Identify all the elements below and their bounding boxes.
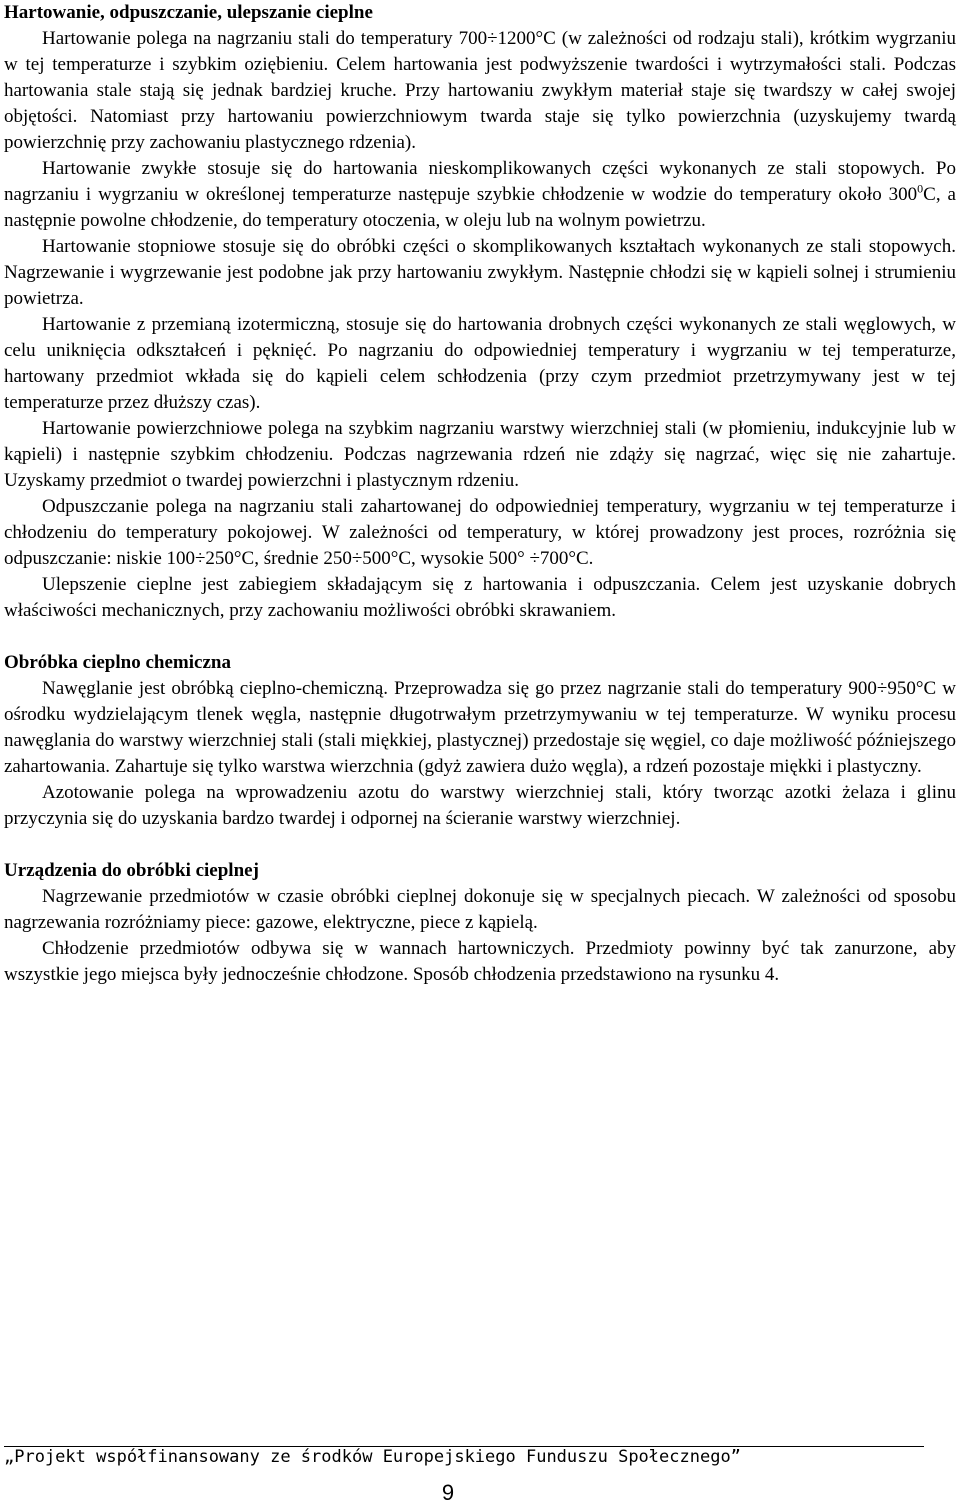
page-number: 9	[441, 1480, 455, 1505]
paragraph-text: Hartowanie zwykłe stosuje się do hartowania nieskomplikowanych części wykonanych ze stali stopowych. Po nagrzaniu i wygrzaniu w określonej temperaturze następuje szybkie chłodzenie w wodzie do temperatury około 300	[4, 158, 956, 205]
paragraph: Ulepszenie cieplne jest zabiegiem składającym się z hartowania i odpuszczania. Celem jest uzyskanie dobrych właściwości mechanicznych, przy zachowaniu możliwości obróbki skrawaniem.	[4, 574, 956, 621]
section-obrobka-cieplno-chemiczna	[4, 650, 956, 832]
section-spacer	[4, 624, 956, 650]
paragraph: Azotowanie polega na wprowadzeniu azotu do warstwy wierzchniej stali, który tworząc azotki żelaza i glinu przyczynia się do uzyskania bardzo twardej i odpornej na ścieranie warstwy wierzchniej.	[4, 782, 956, 829]
document-page	[4, 0, 956, 988]
paragraph: Odpuszczanie polega na nagrzaniu stali zahartowanej do odpowiedniej temperatury, wygrzaniu w tej temperaturze i chłodzeniu do temperatury pokojowej. W zależności od temperatury, w której prowadzony jest proces, rozróżnia się odpuszczanie: niskie 100÷250°C, średnie 250÷500°C, wysokie 500° ÷700°C.	[4, 496, 956, 569]
section-urzadzenia	[4, 858, 956, 988]
paragraph: Chłodzenie przedmiotów odbywa się w wannach hartowniczych. Przedmioty powinny być tak zanurzone, aby wszystkie jego miejsca były jednocześnie chłodzone. Sposób chłodzenia przedstawiono na rysunku 4.	[4, 938, 956, 985]
paragraph-text: C, a następnie powolne chłodzenie, do temperatury otoczenia, w oleju lub na wolnym powietrzu.	[4, 184, 956, 231]
paragraph: Hartowanie stopniowe stosuje się do obróbki części o skomplikowanych kształtach wykonanych ze stali stopowych. Nagrzewanie i wygrzewanie jest podobne jak przy hartowaniu zwykłym. Następnie chłodzi się w kąpieli solnej i strumieniu powietrza.	[4, 236, 956, 309]
paragraph: Nawęglanie jest obróbką cieplno-chemiczną. Przeprowadza się go przez nagrzanie stali do temperatury 900÷950°C w ośrodku wydzielającym tlenek węgla, następnie długotrwałym przetrzymywaniu w tej temperaturze. W wyniku procesu nawęglania do warstwy wierzchniej stali (stali miękkiej, plastycznej) przedostaje się węgiel, co daje możliwość późniejszego zahartowania. Zahartuje się tylko warstwa wierzchnia (gdyż zawiera dużo węgla), a rdzeń pozostaje miękki i plastyczny.	[4, 678, 956, 777]
paragraph: Hartowanie z przemianą izotermiczną, stosuje się do hartowania drobnych części wykonanych ze stali węglowych, w celu uniknięcia odkształceń i pęknięć. Po nagrzaniu do odpowiedniej temperatury i wygrzaniu w tej temperaturze, hartowany przedmiot wkłada się do kąpieli celem schłodzenia (przy czym przedmiot przetrzymywany jest w tej temperaturze przez dłuższy czas).	[4, 314, 956, 413]
paragraph: Hartowanie powierzchniowe polega na szybkim nagrzaniu warstwy wierzchniej stali (w płomieniu, indukcyjnie lub w kąpieli) i następnie szybkim chłodzeniu. Podczas nagrzewania rdzeń nie zdąży się nagrzać, więc się nie zahartuje. Uzyskamy przedmiot o twardej powierzchni i plastycznym rdzeniu.	[4, 418, 956, 491]
section-title: Hartowanie, odpuszczanie, ulepszanie cieplne	[4, 2, 373, 23]
section-hartowanie	[4, 0, 956, 624]
paragraph: Nagrzewanie przedmiotów w czasie obróbki cieplnej dokonuje się w specjalnych piecach. W zależności od sposobu nagrzewania rozróżniamy piece: gazowe, elektryczne, piece z kąpielą.	[4, 886, 956, 933]
superscript: 0	[917, 181, 924, 196]
section-title: Obróbka cieplno chemiczna	[4, 652, 231, 673]
section-title: Urządzenia do obróbki cieplnej	[4, 860, 259, 881]
paragraph	[4, 156, 956, 234]
footer-text: „Projekt współfinansowany ze środków Europejskiego Funduszu Społecznego”	[4, 1447, 741, 1467]
paragraph: Hartowanie polega na nagrzaniu stali do temperatury 700÷1200°C (w zależności od rodzaju stali), krótkim wygrzaniu w tej temperaturze i szybkim oziębieniu. Celem hartowania jest podwyższenie twardości i wytrzymałości stali. Podczas hartowania stale stają się jednak bardziej kruche. Przy hartowaniu zwykłym materiał staje się twardszy w całej swojej objętości. Natomiast przy hartowaniu powierzchniowym twarda staje się tylko powierzchnia (uzyskujemy twardą powierzchnię przy zachowaniu plastycznego rdzenia).	[4, 28, 956, 153]
section-spacer	[4, 832, 956, 858]
